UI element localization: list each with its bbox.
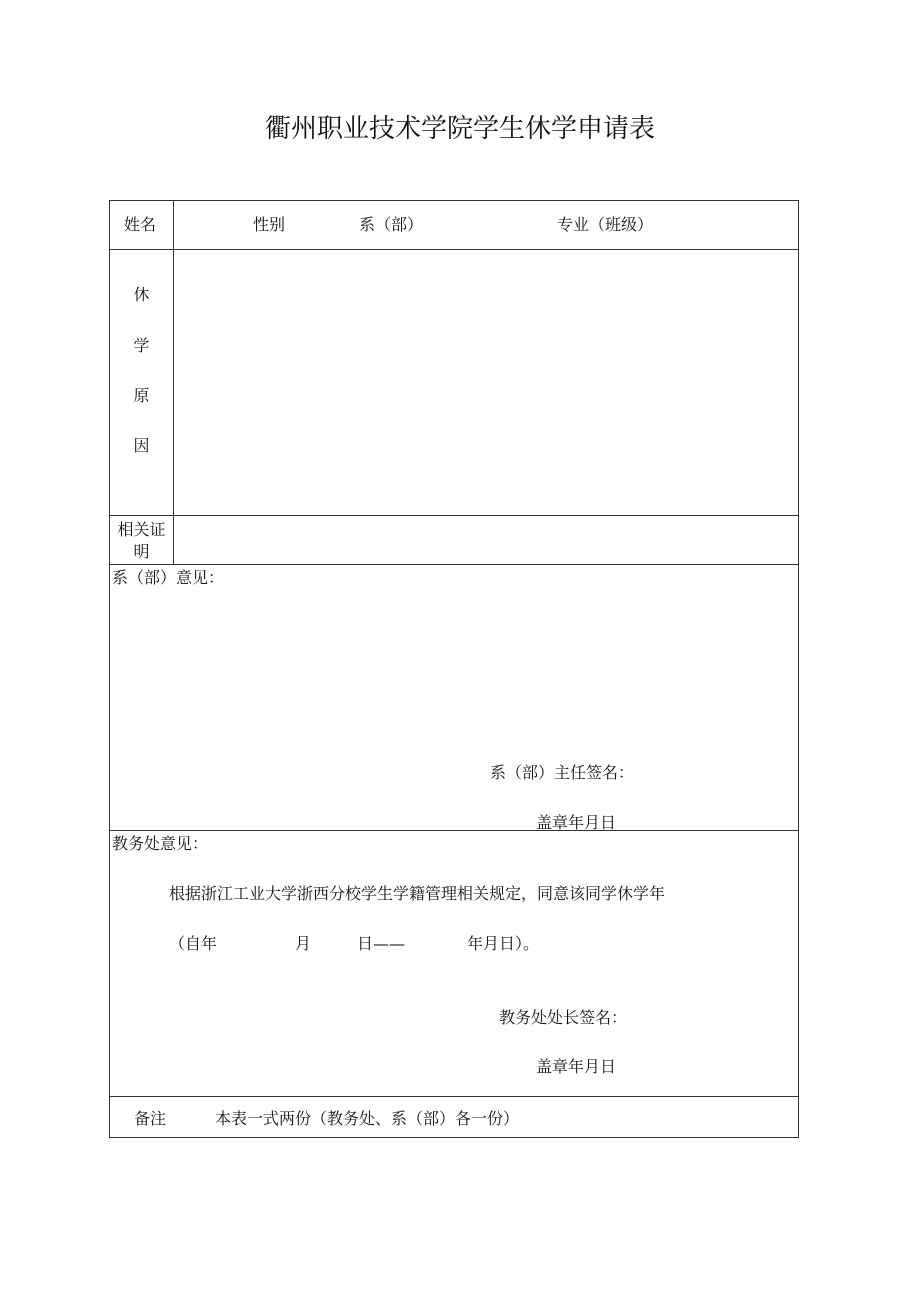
reason-label-char: 学 bbox=[133, 336, 150, 355]
department-label: 系（部） bbox=[359, 215, 424, 234]
page-title: 衢州职业技术学院学生休学申请表 bbox=[264, 114, 655, 144]
remarks-label: 备注 bbox=[134, 1109, 167, 1128]
name-label: 姓名 bbox=[124, 215, 157, 234]
dept-opinion-label: 系（部）意见： bbox=[112, 568, 225, 587]
period-to-date: 年月日）。 bbox=[467, 934, 540, 953]
reason-input-area[interactable] bbox=[174, 250, 798, 514]
office-stamp-date-label: 盖章年月日 bbox=[536, 1057, 617, 1076]
major-class-label: 专业（班级） bbox=[557, 215, 654, 234]
period-from-day: 日—— bbox=[357, 934, 406, 953]
proof-label: 相关证明 bbox=[117, 520, 166, 561]
reason-label-char: 休 bbox=[133, 285, 150, 304]
row-divider-dept-opinion bbox=[110, 830, 798, 831]
dept-opinion-input-area[interactable] bbox=[111, 591, 797, 741]
period-from-year: （自年 bbox=[169, 934, 218, 953]
remarks-text: 本表一式两份（教务处、系（部）各一份） bbox=[215, 1109, 520, 1128]
dept-head-signature-label: 系（部）主任签名： bbox=[490, 763, 635, 782]
row-divider-office-opinion bbox=[110, 1096, 798, 1097]
application-form bbox=[109, 200, 799, 1138]
reason-label-char: 因 bbox=[133, 436, 150, 455]
office-approval-statement: 根据浙江工业大学浙西分校学生学籍管理相关规定，同意该同学休学年 bbox=[169, 884, 666, 903]
dept-stamp-date-label: 盖章年月日 bbox=[536, 813, 617, 832]
reason-label-char: 原 bbox=[133, 386, 150, 405]
proof-input-area[interactable] bbox=[174, 516, 798, 563]
office-opinion-label: 教务处意见： bbox=[112, 834, 209, 853]
period-from-month: 月 bbox=[295, 934, 312, 953]
office-director-signature-label: 教务处处长签名： bbox=[499, 1008, 628, 1027]
gender-label: 性别 bbox=[253, 215, 286, 234]
row-divider-proof bbox=[110, 564, 798, 565]
